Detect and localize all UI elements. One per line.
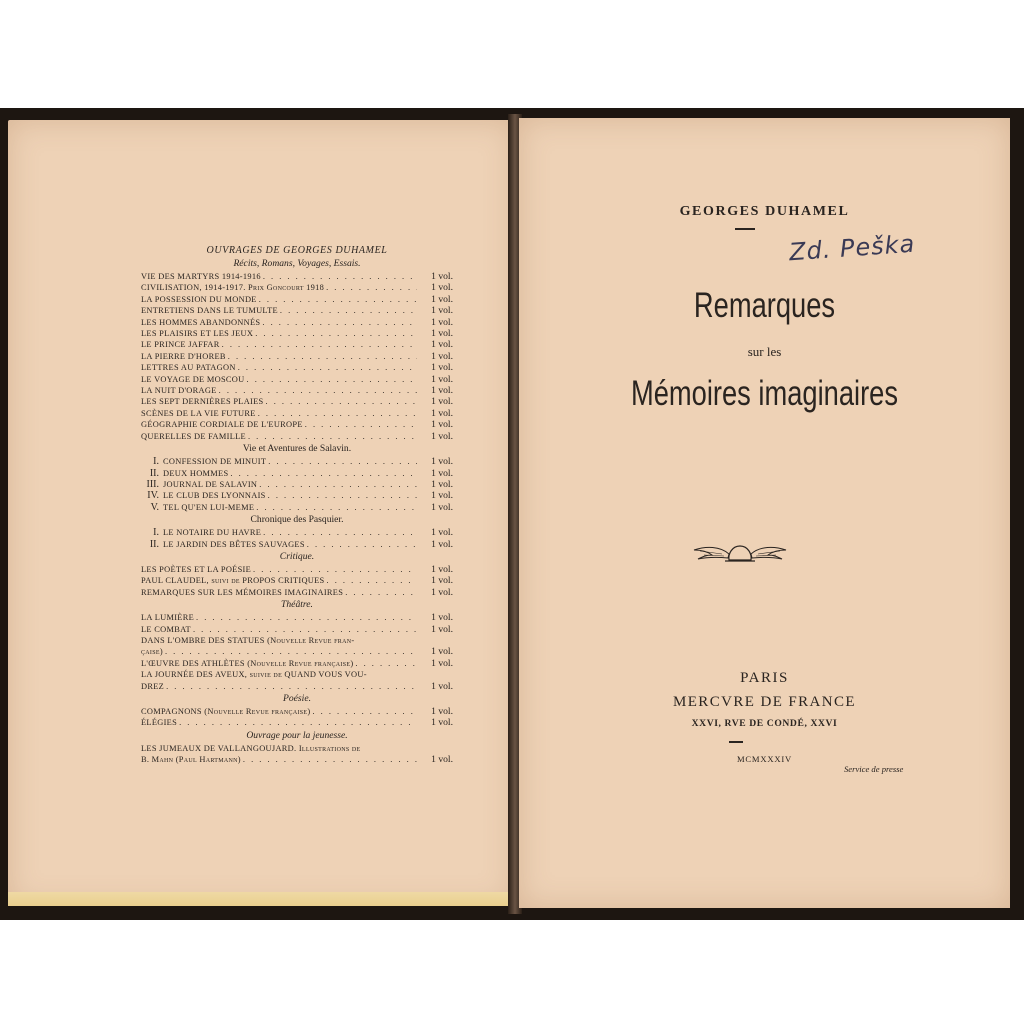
publisher-name: MERCVRE DE FRANCE xyxy=(673,694,856,710)
dot-leader xyxy=(222,339,417,350)
page-edge xyxy=(8,892,514,906)
dot-leader xyxy=(179,717,417,728)
dot-leader xyxy=(256,502,417,513)
dot-leader xyxy=(165,646,417,657)
work-entry xyxy=(141,282,453,293)
title-line-1: Remarques xyxy=(693,286,836,325)
dot-leader xyxy=(263,271,417,282)
work-entry xyxy=(141,385,453,396)
works-list xyxy=(141,245,453,766)
title-line-2: sur les xyxy=(747,344,782,359)
dot-leader xyxy=(280,305,417,316)
author-name: GEORGES DUHAMEL xyxy=(679,204,850,219)
work-title: ÉLÉGIES xyxy=(141,718,178,728)
work-title: LETTRES AU PATAGON xyxy=(141,363,236,373)
volume-count: 1 vol. xyxy=(431,282,453,294)
section-title: Théâtre. xyxy=(281,599,313,611)
dot-leader xyxy=(259,479,417,490)
volume-count: 1 vol. xyxy=(431,478,453,490)
volume-number: I. xyxy=(153,456,159,468)
work-entry xyxy=(141,328,453,339)
work-entry xyxy=(141,527,453,538)
dot-leader xyxy=(230,468,417,479)
work-entry xyxy=(141,396,453,407)
work-title: LES PLAISIRS ET LES JEUX xyxy=(141,329,254,339)
dot-leader xyxy=(307,539,417,550)
section-title: Ouvrage pour la jeunesse. xyxy=(246,729,348,741)
volume-count: 1 vol. xyxy=(431,754,453,766)
work-entry xyxy=(141,408,453,419)
work-entry xyxy=(141,351,453,362)
work-title: ENTRETIENS DANS LE TUMULTE xyxy=(141,306,278,316)
volume-count: 1 vol. xyxy=(431,456,453,468)
work-entry xyxy=(141,374,453,385)
dot-leader xyxy=(327,575,417,586)
work-entry xyxy=(141,317,453,328)
works-sections xyxy=(141,258,453,766)
dot-leader xyxy=(247,374,418,385)
work-title: VIE DES MARTYRS 1914-1916 xyxy=(141,272,261,281)
work-title: B. Mahn (Paul Hartmann) xyxy=(141,755,241,765)
publisher-city: PARIS xyxy=(740,670,789,686)
dot-leader xyxy=(266,396,417,407)
work-entry xyxy=(141,539,453,550)
work-title: LE VOYAGE DE MOSCOU xyxy=(141,374,245,384)
work-entry xyxy=(141,502,453,513)
volume-number: IV. xyxy=(147,490,159,502)
work-title: CIVILISATION, 1914-1917. Prix Goncourt 1918 xyxy=(141,283,325,293)
dot-leader xyxy=(268,456,417,467)
publisher-address: XXVI, RVE DE CONDÉ, XXVI xyxy=(691,718,838,729)
work-entry xyxy=(141,564,453,575)
volume-count: 1 vol. xyxy=(431,305,453,317)
work-entry xyxy=(141,624,453,635)
volume-count: 1 vol. xyxy=(431,339,453,351)
work-entry xyxy=(141,754,453,765)
dot-leader xyxy=(312,706,417,717)
volume-count: 1 vol. xyxy=(431,717,453,729)
handwritten-signature: Zd. Peška xyxy=(788,229,917,267)
dot-leader xyxy=(305,419,417,430)
volume-count: 1 vol. xyxy=(431,501,453,513)
volume-number: II. xyxy=(149,538,159,550)
work-title: LA PIERRE D'HOREB xyxy=(141,351,226,361)
volume-count: 1 vol. xyxy=(431,538,453,550)
work-title: LA POSSESSION DU MONDE xyxy=(141,294,257,304)
work-title: LES HOMMES ABANDONNÉS xyxy=(141,317,261,327)
volume-count: 1 vol. xyxy=(431,328,453,340)
work-title: LA NUIT D'ORAGE xyxy=(141,386,217,396)
work-title: REMARQUES SUR LES MÉMOIRES IMAGINAIRES xyxy=(141,587,344,597)
work-title: çaise) xyxy=(141,647,163,657)
work-entry xyxy=(141,419,453,430)
volume-number: II. xyxy=(149,467,159,479)
section-title: Critique. xyxy=(279,550,315,562)
work-title: LE CLUB DES LYONNAIS xyxy=(163,491,266,501)
volume-number: III. xyxy=(146,478,159,490)
work-entry xyxy=(141,717,453,728)
work-entry xyxy=(141,646,453,657)
dot-leader xyxy=(326,282,417,293)
title-line-3: Mémoires imaginaires xyxy=(630,374,899,413)
volume-number: I. xyxy=(153,527,159,539)
volume-count: 1 vol. xyxy=(431,680,453,692)
dot-leader xyxy=(262,317,417,328)
volume-count: 1 vol. xyxy=(431,623,453,635)
work-title: SCÈNES DE LA VIE FUTURE xyxy=(141,408,256,418)
work-entry xyxy=(141,468,453,479)
work-entry xyxy=(141,305,453,316)
dot-leader xyxy=(253,564,417,575)
work-entry xyxy=(141,612,453,623)
volume-count: 1 vol. xyxy=(431,612,453,624)
work-title-line: LES JUMEAUX DE VALLANGOUJARD. Illustrations de xyxy=(141,743,361,753)
dot-leader xyxy=(193,624,417,635)
volume-count: 1 vol. xyxy=(431,657,453,669)
year-divider xyxy=(729,741,743,743)
work-entry xyxy=(141,362,453,373)
title-page xyxy=(519,118,1010,908)
dot-leader xyxy=(166,681,417,692)
dot-leader xyxy=(228,351,417,362)
dot-leader xyxy=(196,612,417,623)
work-entry xyxy=(141,431,453,442)
work-title: GÉOGRAPHIE CORDIALE DE L'EUROPE xyxy=(141,420,303,430)
work-entry xyxy=(141,706,453,717)
work-title: LE NOTAIRE DU HAVRE xyxy=(163,528,262,538)
volume-count: 1 vol. xyxy=(431,271,453,282)
volume-count: 1 vol. xyxy=(431,350,453,362)
work-title: LA LUMIÈRE xyxy=(141,613,195,623)
work-title: PAUL CLAUDEL, suivi de PROPOS CRITIQUES xyxy=(141,576,325,586)
section-title: Poésie. xyxy=(283,693,311,704)
work-entry xyxy=(141,456,453,467)
work-entry xyxy=(141,681,453,692)
publication-year: MCMXXXIV xyxy=(736,754,793,764)
left-page xyxy=(8,120,514,906)
work-entry xyxy=(141,658,453,669)
work-entry xyxy=(141,587,453,598)
dot-leader xyxy=(219,385,417,396)
work-title: DEUX HOMMES xyxy=(163,468,229,478)
press-note: Service de presse xyxy=(844,764,904,774)
dot-leader xyxy=(248,431,417,442)
dot-leader xyxy=(268,490,417,501)
volume-count: 1 vol. xyxy=(431,706,453,717)
volume-count: 1 vol. xyxy=(431,373,453,385)
winged-helmet-emblem xyxy=(692,536,788,568)
work-title: DREZ xyxy=(141,681,165,691)
work-title: COMPAGNONS (Nouvelle Revue française) xyxy=(141,707,311,716)
volume-count: 1 vol. xyxy=(431,646,453,658)
work-title: TEL QU'EN LUI-MEME xyxy=(163,502,255,512)
open-book xyxy=(0,108,1024,920)
work-entry xyxy=(141,294,453,305)
volume-count: 1 vol. xyxy=(431,527,453,539)
work-title: QUERELLES DE FAMILLE xyxy=(141,431,246,441)
dot-leader xyxy=(259,294,417,305)
section-title: Vie et Aventures de Salavin. xyxy=(242,443,352,455)
dot-leader xyxy=(258,408,417,419)
volume-count: 1 vol. xyxy=(431,316,453,328)
volume-count: 1 vol. xyxy=(431,396,453,408)
author-divider xyxy=(735,228,755,230)
volume-count: 1 vol. xyxy=(431,563,453,575)
work-entry xyxy=(141,271,453,282)
work-title-line: LA JOURNÉE DES AVEUX, suivie de QUAND VOUS VOU- xyxy=(141,670,367,680)
work-title: JOURNAL DE SALAVIN xyxy=(163,479,258,489)
work-entry xyxy=(141,479,453,490)
dot-leader xyxy=(255,328,417,339)
volume-count: 1 vol. xyxy=(431,575,453,587)
volume-count: 1 vol. xyxy=(431,467,453,479)
work-entry xyxy=(141,575,453,586)
dot-leader xyxy=(238,362,417,373)
work-title: L'ŒUVRE DES ATHLÈTES (Nouvelle Revue française) xyxy=(141,658,354,668)
work-title: LES SEPT DERNIÈRES PLAIES xyxy=(141,397,264,407)
dot-leader xyxy=(355,658,417,669)
works-heading: OUVRAGES DE GEORGES DUHAMEL xyxy=(206,245,388,256)
volume-count: 1 vol. xyxy=(431,430,453,442)
dot-leader xyxy=(243,754,417,765)
work-title: LE PRINCE JAFFAR xyxy=(141,340,220,350)
volume-count: 1 vol. xyxy=(431,490,453,502)
dot-leader xyxy=(345,587,417,598)
section-title: Chronique des Pasquier. xyxy=(250,514,344,526)
volume-count: 1 vol. xyxy=(431,385,453,397)
volume-count: 1 vol. xyxy=(431,407,453,419)
work-title: LE JARDIN DES BÊTES SAUVAGES xyxy=(163,539,305,549)
work-entry xyxy=(141,490,453,501)
work-title: LE COMBAT xyxy=(141,624,191,634)
volume-count: 1 vol. xyxy=(431,293,453,305)
volume-count: 1 vol. xyxy=(431,419,453,431)
section-title: Récits, Romans, Voyages, Essais. xyxy=(233,258,361,269)
volume-count: 1 vol. xyxy=(431,362,453,374)
work-entry xyxy=(141,339,453,350)
work-title: LES POÈTES ET LA POÉSIE xyxy=(141,564,252,574)
work-title: CONFESSION DE MINUIT xyxy=(163,457,267,467)
dot-leader xyxy=(263,527,417,538)
volume-number: V. xyxy=(150,501,159,513)
work-title-line: DANS L'OMBRE DES STATUES (Nouvelle Revue fran- xyxy=(141,635,355,645)
volume-count: 1 vol. xyxy=(431,586,453,598)
